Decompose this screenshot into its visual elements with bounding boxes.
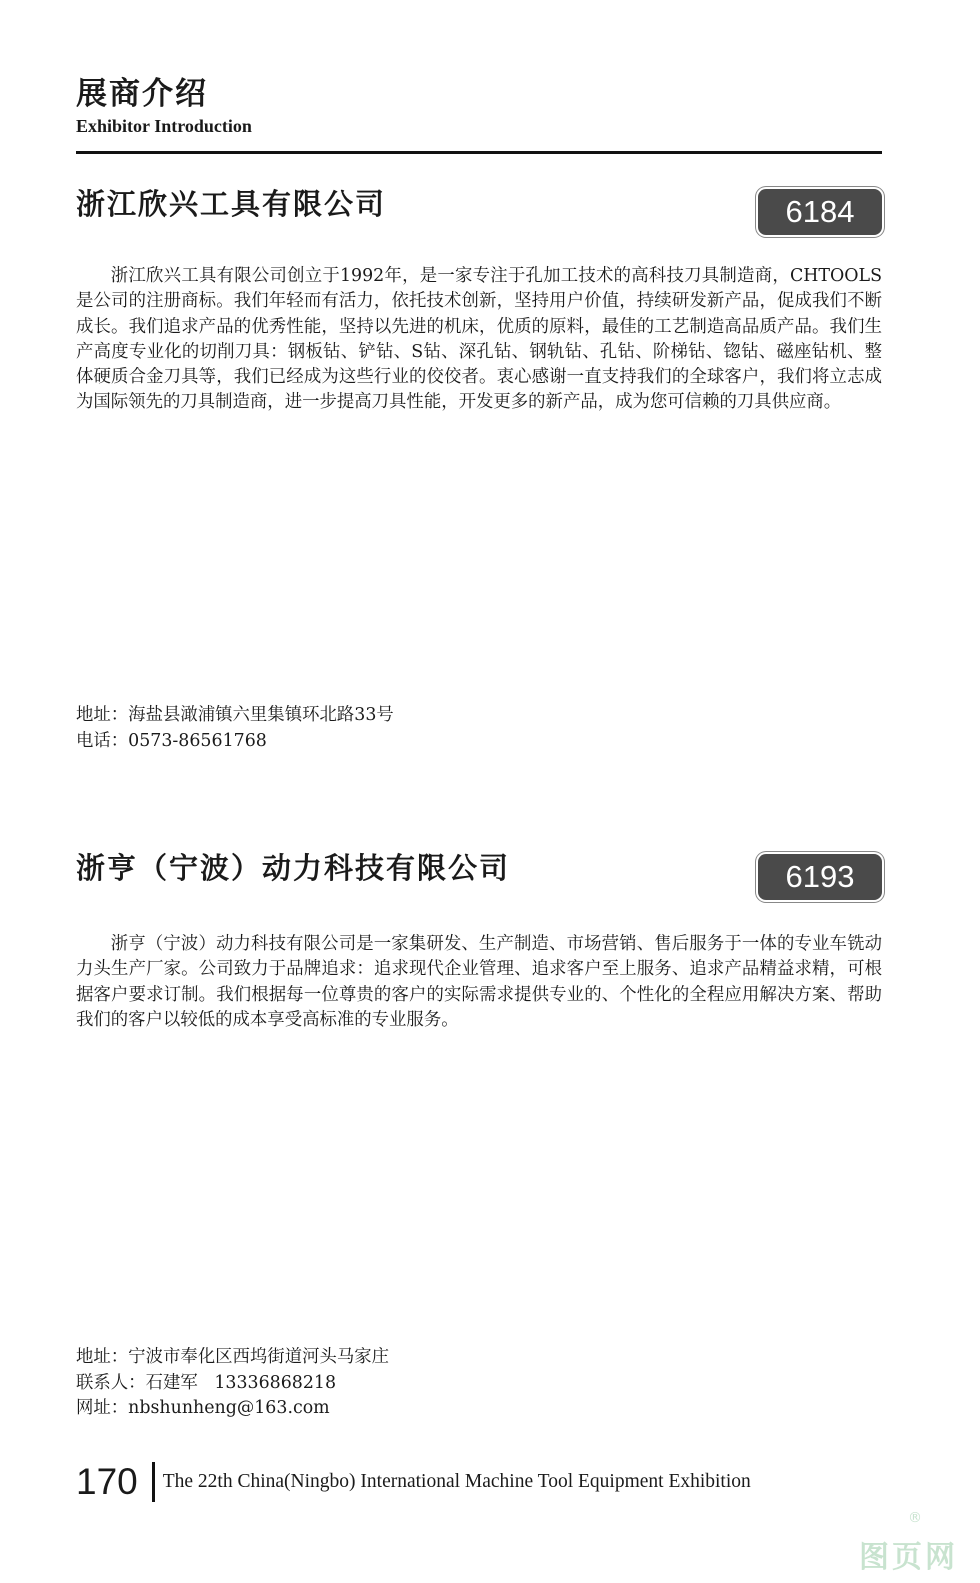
page-header (76, 74, 882, 137)
watermark-logo: 图页网 (859, 1540, 958, 1575)
company-description: 浙亨（宁波）动力科技有限公司是一家集研发、生产制造、市场营销、售后服务于一体的专业车铣动力头生产厂家。公司致力于品牌追求：追求现代企业管理、追求客户至上服务、追求产品精益求精，可根据客户要求订制。我们根据每一位尊贵的客户的实际需求提供专业的、个性化的全程应用解决方案、帮助我们的客户以较低的成本享受高标准的专业服务。 (76, 934, 882, 1030)
booth-number-badge: 6184 (758, 189, 882, 235)
footer-divider (152, 1462, 155, 1502)
watermark-registered-mark: ® (908, 1510, 922, 1526)
contact-phone: 电话：0573-86561768 (76, 730, 267, 751)
contact-person: 联系人：石建军 13336868218 (76, 1372, 337, 1393)
exhibition-name: The 22th China(Ningbo) International Machine Tool Equipment Exhibition (162, 1471, 751, 1492)
contact-address: 地址：宁波市奉化区西坞街道河头马家庄 (76, 1347, 390, 1367)
company-name: 浙江欣兴工具有限公司 (76, 187, 387, 221)
page-number: 170 (76, 1461, 138, 1502)
contact-address: 地址：海盐县澉浦镇六里集镇环北路33号 (76, 705, 394, 725)
booth-number-badge: 6193 (758, 854, 882, 900)
company-description: 浙江欣兴工具有限公司创立于1992年，是一家专注于孔加工技术的高科技刀具制造商，CHTOOLS是公司的注册商标。我们年轻而有活力，依托技术创新，坚持用户价值，持续研发新产品，促成我们不断成长。我们追求产品的优秀性能，坚持以先进的机床，优质的原料，最佳的工艺制造高品质产品。我们生产高度专业化的切削刀具：钢板钻、铲钻、S钻、深孔钻、钢轨钻、孔钻、阶梯钻、锪钻、磁座钻机、整体硬质合金刀具等，我们已经成为这些行业的佼佼者。衷心感谢一直支持我们的全球客户，我们将立志成为国际领先的刀具制造商，进一步提高刀具性能，开发更多的新产品，成为您可信赖的刀具供应商。 (76, 266, 882, 413)
page-title: 展商介绍 (76, 76, 208, 112)
company-contact (76, 1345, 389, 1422)
header-divider (76, 151, 882, 154)
exhibitor-entry-1 (76, 184, 882, 751)
page-subtitle: Exhibitor Introduction (76, 116, 252, 136)
company-contact (76, 703, 394, 754)
contact-website: 网址：nbshunheng@163.com (76, 1398, 330, 1419)
exhibitor-entry-2 (76, 848, 882, 1419)
company-name: 浙亨（宁波）动力科技有限公司 (76, 851, 511, 885)
page-footer (76, 1460, 882, 1504)
